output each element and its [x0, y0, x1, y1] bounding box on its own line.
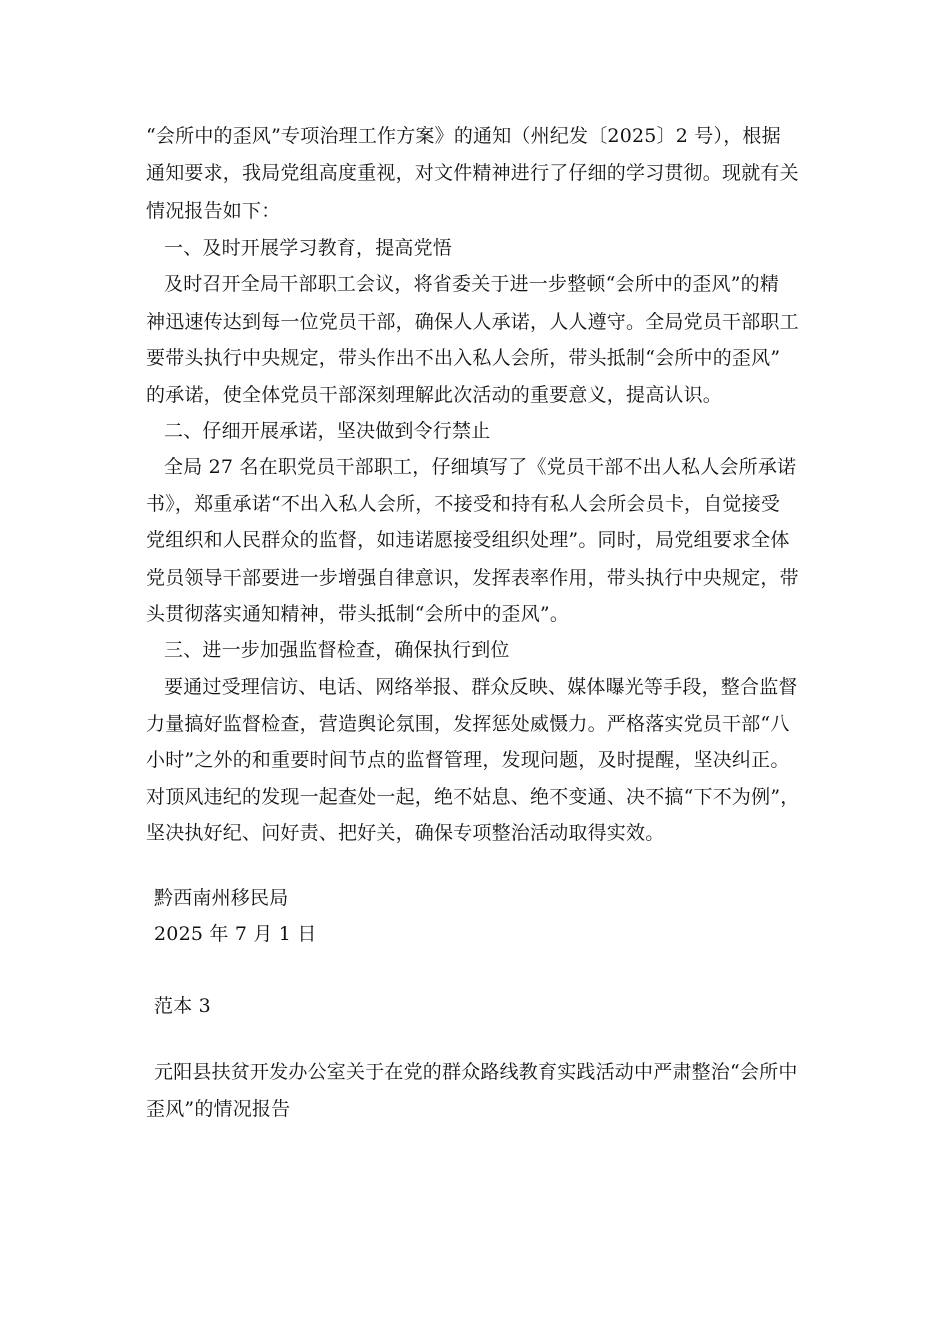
sample-label: 范本 3 — [154, 995, 211, 1017]
section-3-line-5: 坚决执好纪、问好责、把好关，确保专项整治活动取得实效。 — [146, 822, 665, 844]
section-1-line-4: 的承诺，使全体党员干部深刻理解此次活动的重要意义，提高认识。 — [146, 384, 723, 406]
section-1-line-2: 神迅速传达到每一位党员干部，确保人人承诺，人人遵守。全局党员干部职工 — [146, 311, 799, 333]
section-heading-1: 一、及时开展学习教育，提高党悟 — [164, 237, 453, 259]
section-1-line-3: 要带头执行中央规定，带头作出不出入私人会所，带头抵制“会所中的歪风” — [146, 347, 781, 369]
section-1-line-1: 及时召开全局干部职工会议，将省委关于进一步整顿“会所中的歪风”的精 — [164, 273, 780, 295]
section-2-line-2: 书》，郑重承诺“不出入私人会所，不接受和持有私人会所会员卡，自觉接受 — [146, 493, 781, 515]
section-3-line-2: 力量搞好监督检查，营造舆论氛围，发挥惩处威慑力。严格落实党员干部“八 — [146, 713, 790, 735]
section-3-line-1: 要通过受理信访、电话、网络举报、群众反映、媒体曝光等手段，整合监督 — [164, 676, 798, 698]
signature-date: 2025 年 7 月 1 日 — [154, 923, 317, 945]
section-3-line-4: 对顶风违纪的发现一起查处一起，绝不姑息、绝不变通、决不搞“下不为例”， — [146, 786, 800, 808]
intro-line-2: 通知要求，我局党组高度重视，对文件精神进行了仔细的学习贯彻。现就有关 — [146, 162, 799, 184]
section-2-line-4: 党员领导干部要进一步增强自律意识，发挥表率作用，带头执行中央规定，带 — [146, 567, 799, 589]
intro-line-3: 情况报告如下： — [146, 200, 281, 222]
section-2-line-5: 头贯彻落实通知精神，带头抵制“会所中的歪风”。 — [146, 603, 570, 625]
section-heading-2: 二、仔细开展承诺，坚决做到令行禁止 — [164, 420, 491, 442]
section-heading-3: 三、进一步加强监督检查，确保执行到位 — [164, 639, 510, 661]
section-2-line-1: 全局 27 名在职党员干部职工，仔细填写了《党员干部不出人私人会所承诺 — [164, 456, 797, 478]
next-report-title-line-1: 元阳县扶贫开发办公室关于在党的群众路线教育实践活动中严肃整治“会所中 — [154, 1061, 798, 1083]
signature-organization: 黔西南州移民局 — [154, 887, 289, 909]
section-3-line-3: 小时”之外的和重要时间节点的监督管理，发现问题，及时提醒，坚决纠正。 — [146, 749, 790, 771]
intro-line-1: “会所中的歪风”专项治理工作方案》的通知（州纪发〔2025〕2 号），根据 — [146, 125, 781, 147]
next-report-title-line-2: 歪风”的情况报告 — [146, 1098, 291, 1120]
section-2-line-3: 党组织和人民群众的监督，如违诺愿接受组织处理”。同时，局党组要求全体 — [146, 529, 790, 551]
